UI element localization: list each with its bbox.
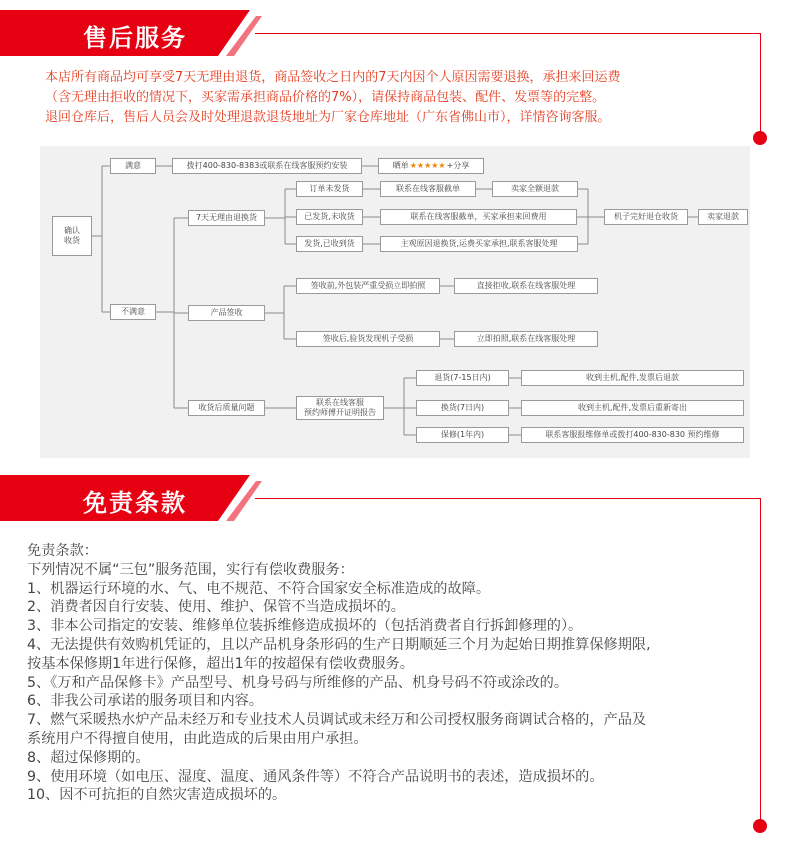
frame-top-line: [255, 498, 761, 499]
flow-machine-damaged: 签收后,验货发现机子受损: [296, 331, 440, 347]
terms-line: 免责条款：: [27, 543, 98, 559]
flow-warranty: 保修(1年内): [416, 427, 509, 443]
flow-seller-refund: 卖家退款: [698, 209, 748, 225]
terms-line: 1、机器运行环境的水、气、电不规范、不符合国家安全标准造成的故障。: [27, 580, 491, 597]
flow-package-damaged: 签收前,外包装严重受损立即拍照: [296, 278, 440, 294]
frame-right-line: [760, 33, 761, 133]
after-sales-title: 售后服务: [83, 24, 187, 52]
flow-warranty-result: 联系客服报维修单或拨打400-830-830 预约维修: [521, 427, 744, 443]
flow-product-sign: 产品签收: [188, 305, 265, 321]
review-label: 晒单: [392, 161, 409, 170]
flow-no-reason-return: 7天无理由退换货: [188, 210, 265, 226]
share-label: +分享: [446, 161, 470, 170]
terms-line: 6、非我公司承诺的服务项目和内容。: [27, 693, 264, 710]
policy-line: 本店所有商品均可享受7天无理由退货，商品签收之日内的7天内因个人原因需要退换，承担来回运费: [45, 70, 621, 85]
flow-exchange-7: 换货(7日内): [416, 400, 509, 416]
flow-unsatisfied: 不满意: [110, 304, 156, 320]
flow-quality-issue: 收货后质量问题: [188, 400, 265, 416]
flow-return-result: 收到主机,配件,发票后退款: [521, 370, 744, 386]
flow-confirm-receipt: 确认 收货: [52, 216, 92, 256]
flow-exchange-result: 收到主机,配件,发票后重新寄出: [521, 400, 744, 416]
flow-subjective-return: 主观原因退换货,运费买家承担,联系客服处理: [380, 236, 578, 252]
disclaimer-title: 免责条款: [83, 489, 187, 517]
flow-shipped-unreceived: 已发货,未收货: [296, 209, 363, 225]
terms-line: 4、无法提供有效购机凭证的，且以产品机身条形码的生产日期顺延三个月为起始日期推算保修期限,: [27, 636, 651, 653]
disclaimer-terms: [27, 542, 767, 805]
terms-line: 3、非本公司指定的安装、维修单位装拆维修造成损坏的（包括消费者自行拆卸修理的）。: [27, 618, 583, 635]
flow-return-7-15: 退货(7-15日内): [416, 370, 509, 386]
policy-line: 退回仓库后，售后人员会及时处理退款退货地址为厂家仓库地址（广东省佛山市），详情咨询客服。: [45, 110, 611, 125]
flow-machine-intact: 机子完好退仓收货: [604, 209, 688, 225]
star-rating-icon: ★★★★★: [409, 161, 446, 170]
terms-line: 下列情况不属“三包”服务范围，实行有偿收费服务：: [27, 561, 354, 578]
terms-line: 7、燃气采暖热水炉产品未经万和专业技术人员调试或未经万和公司授权服务商调试合格的，产品及: [27, 712, 647, 729]
flow-not-shipped: 订单未发货: [296, 181, 363, 197]
flow-contact-intercept: 联系在线客服截单，买家承担来回费用: [380, 209, 577, 225]
frame-end-dot: [753, 819, 767, 833]
flow-seller-full-refund: 卖家全额退款: [492, 181, 578, 197]
terms-line: 5、《万和产品保修卡》产品型号、机身号码与所维修的产品、机身号码不符或涂改的。: [27, 674, 569, 691]
policy-line: （含无理由拒收的情况下，买家需承担商品价格的7%），请保持商品包装、配件、发票等的完整。: [45, 90, 606, 105]
terms-line: 系统用户不得擅自使用，由此造成的后果由用户承担。: [27, 730, 368, 747]
flow-received: 发货,已收到货: [296, 236, 363, 252]
flow-install-call: 拨打400-830-8383或联系在线客服预约安装: [172, 158, 362, 174]
terms-line: 8、超过保修期的。: [27, 749, 150, 766]
flow-contact-cancel: 联系在线客服截单: [380, 181, 476, 197]
terms-line: 10、因不可抗拒的自然灾害造成损坏的。: [27, 787, 287, 804]
frame-top-line: [255, 33, 761, 34]
flow-satisfied: 满意: [110, 158, 156, 174]
flow-photo-contact: 立即拍照,联系在线客服处理: [454, 331, 598, 347]
terms-line: 2、消费者因自行安装、使用、维护、保管不当造成损坏的。: [27, 599, 405, 616]
flow-contact-certificate: 联系在线客服 预约师傅开证明报告: [296, 396, 384, 420]
flow-reject-contact: 直接拒收,联系在线客服处理: [454, 278, 598, 294]
terms-line: 9、使用环境（如电压、湿度、温度、通风条件等）不符合产品说明书的表述，造成损坏的。: [27, 768, 604, 785]
frame-end-dot: [753, 131, 767, 145]
flow-review-share: [378, 158, 484, 174]
after-sales-flowchart: [40, 146, 750, 458]
return-policy: [45, 68, 755, 128]
terms-line: 按基本保修期1年进行保修，超出1年的按超保有偿收费服务。: [27, 655, 414, 672]
